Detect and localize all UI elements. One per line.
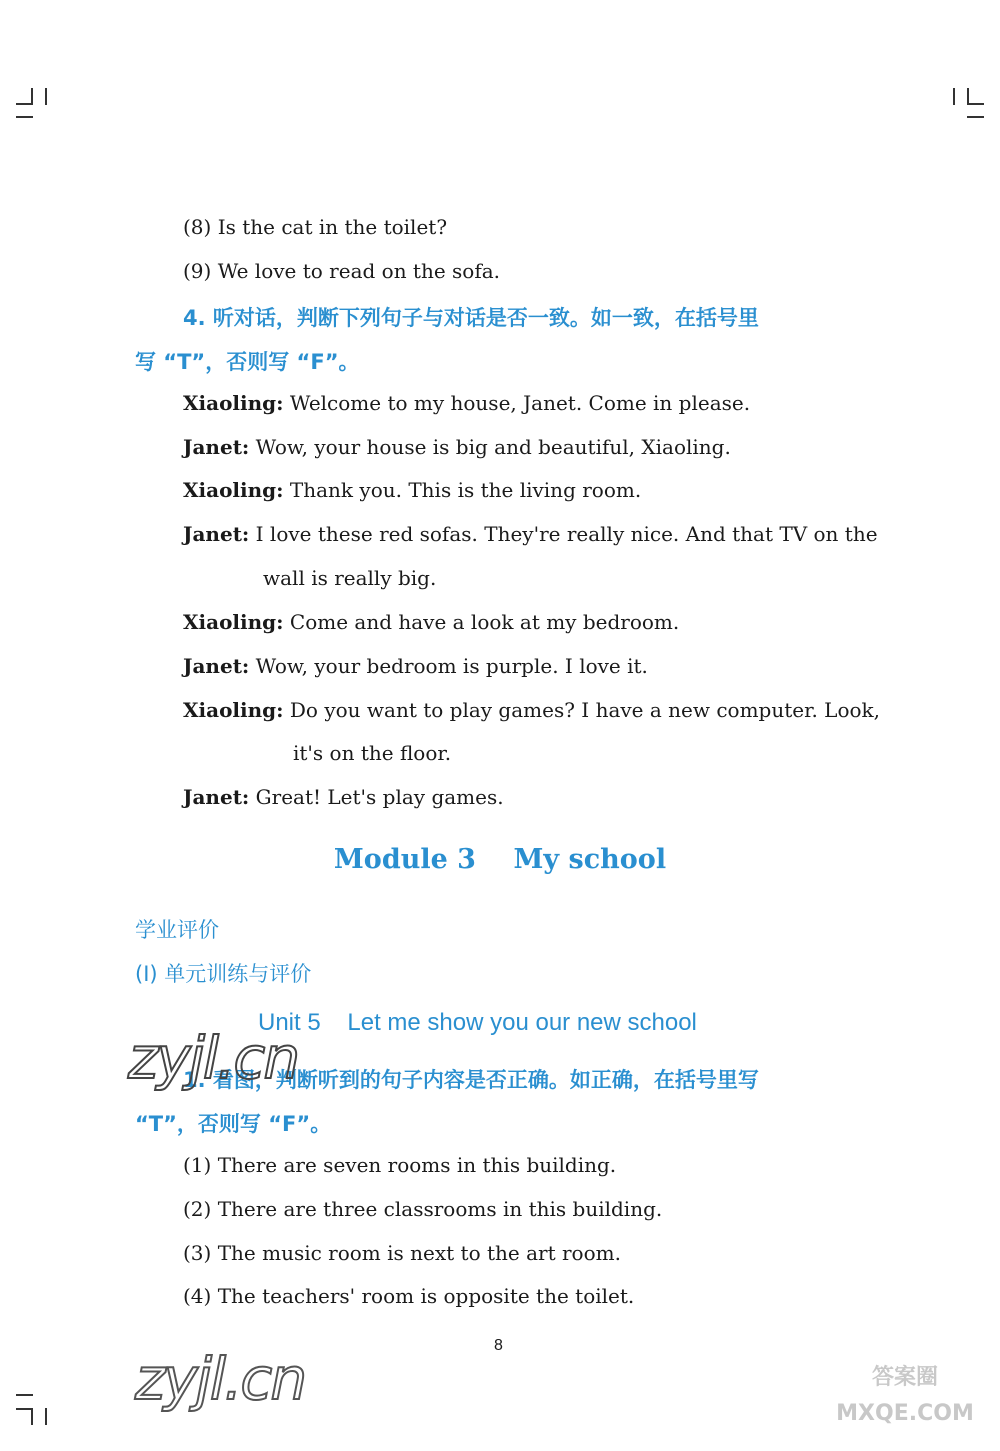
- watermark-logo: zyjl.cn: [135, 1345, 306, 1413]
- crop-mark: [31, 1408, 33, 1425]
- dialogue-line: [293, 741, 451, 765]
- crop-mark: [967, 103, 984, 105]
- speaker: Janet:: [183, 785, 250, 809]
- crop-mark: [953, 88, 955, 105]
- dialogue-text: it's on the floor.: [293, 741, 452, 765]
- speaker: Xiaoling:: [183, 698, 284, 722]
- watermark-logo: zyjl.cn: [128, 1024, 299, 1092]
- crop-mark: [31, 88, 33, 105]
- dialogue-text: wall is really big.: [263, 566, 437, 590]
- speaker: Janet:: [183, 522, 250, 546]
- speaker: Janet:: [183, 654, 250, 678]
- dialogue-text: Wow, your bedroom is purple. I love it.: [255, 654, 648, 678]
- question-item: (8) Is the cat in the toilet?: [183, 215, 448, 239]
- question-item: (4) The teachers' room is opposite the toilet.: [183, 1284, 635, 1308]
- crop-mark: [16, 1394, 33, 1396]
- module-title: Module 3 My school: [333, 844, 667, 875]
- question-1-instruction: 1. 看图，判断听到的句子内容是否正确。如正确，在括号里写: [183, 1068, 759, 1092]
- crop-mark: [967, 88, 969, 105]
- dialogue-text: Thank you. This is the living room.: [289, 478, 642, 502]
- watermark-corner: 答案圈 MXQE.COM: [836, 1365, 974, 1426]
- question-item: (9) We love to read on the sofa.: [183, 259, 501, 283]
- speaker: Xiaoling:: [183, 478, 284, 502]
- speaker: Janet:: [183, 435, 250, 459]
- unit-title: Unit 5 Let me show you our new school: [258, 1009, 697, 1036]
- dialogue-line: [183, 698, 880, 722]
- crop-mark: [45, 88, 47, 105]
- question-item: (2) There are three classrooms in this building.: [183, 1197, 663, 1221]
- dialogue-line: [183, 522, 878, 546]
- dialogue-line: [183, 478, 641, 502]
- crop-mark: [967, 116, 984, 118]
- question-item: (1) There are seven rooms in this building.: [183, 1153, 617, 1177]
- page-number: 8: [494, 1337, 503, 1354]
- dialogue-text: Wow, your house is big and beautiful, Xiaoling.: [255, 435, 731, 459]
- dialogue-line: [183, 435, 731, 459]
- dialogue-line: [183, 785, 504, 809]
- crop-mark: [45, 1408, 47, 1425]
- dialogue-text: Welcome to my house, Janet. Come in please.: [289, 391, 751, 415]
- dialogue-line: [263, 566, 436, 590]
- question-1-instruction: “T”，否则写 “F”。: [135, 1112, 332, 1136]
- question-4-instruction: 4. 听对话，判断下列句子与对话是否一致。如一致，在括号里: [183, 306, 759, 330]
- speaker: Xiaoling:: [183, 610, 284, 634]
- dialogue-text: Do you want to play games? I have a new computer. Look,: [289, 698, 881, 722]
- crop-mark: [16, 116, 33, 118]
- dialogue-line: [183, 654, 648, 678]
- dialogue-text: Great! Let's play games.: [255, 785, 504, 809]
- question-item: (3) The music room is next to the art room.: [183, 1241, 621, 1265]
- subsection-label: (Ⅰ) 单元训练与评价: [135, 962, 312, 986]
- dialogue-text: I love these red sofas. They're really nice. And that TV on the: [255, 522, 878, 546]
- section-label: 学业评价: [135, 918, 219, 942]
- speaker: Xiaoling:: [183, 391, 284, 415]
- dialogue-line: [183, 610, 679, 634]
- question-4-instruction: 写 “T”，否则写 “F”。: [135, 350, 360, 374]
- dialogue-line: [183, 391, 750, 415]
- dialogue-text: Come and have a look at my bedroom.: [289, 610, 680, 634]
